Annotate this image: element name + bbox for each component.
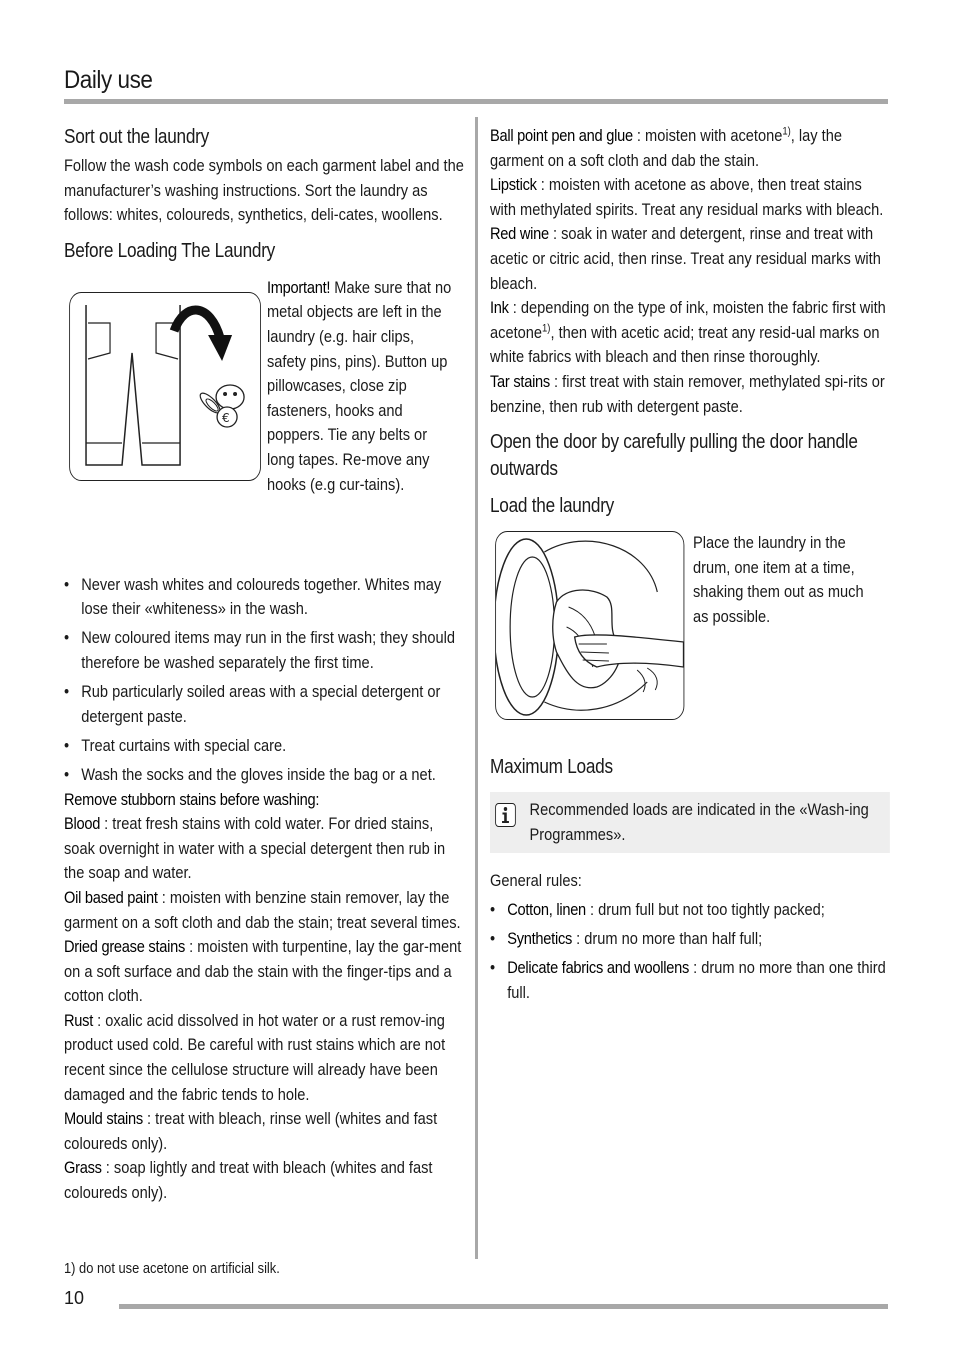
- stain-blood: Blood : treat fresh stains with cold water. For dried stains, soak overnight in water with a special detergent then rub in the soap and water.: [64, 814, 446, 883]
- load-heading: Load the laundry: [490, 495, 615, 518]
- stain-ink: Ink : depending on the type of ink, moisten the fabric first with acetone$^{1)}$, then with acetic acid; treat any resid-ual marks on white fabrics with bleach and then rinse thoroughly.: [490, 298, 886, 367]
- sort-text: Follow the wash code symbols on each garment label and the manufacturer’s washing instructions. Sort the laundry as follows: whites, coloureds, synthetics, deli-cates, woollens.: [64, 156, 464, 225]
- important-text-block: [267, 276, 456, 497]
- important-text: Make sure that no metal objects are left in the laundry (e.g. hair clips, safety pins, pins). Button up pillowcases, close zip fasteners, hooks and poppers. Tie any belts or long tapes. Re-move any hooks (e.g cur-tains).: [266, 277, 452, 494]
- stain-grease: Dried grease stains : moisten with turpentine, lay the gar-ment on a soft surface and dab the stain with the finger-tips and a cotton cloth.: [64, 937, 462, 1006]
- trousers-illustration: [69, 292, 261, 481]
- info-icon: [495, 803, 516, 827]
- important-label: Important!: [266, 277, 331, 297]
- stain-lipstick: Lipstick : moisten with acetone as above, then treat stains with methylated spirits. Treat any residual marks with bleach.: [490, 175, 884, 219]
- list-item: • Synthetics : drum no more than half full;: [490, 927, 890, 952]
- washing-drum-icon: [496, 532, 683, 719]
- column-divider: [475, 117, 478, 1259]
- load-section: [490, 531, 890, 731]
- list-item: • New coloured items may run in the first wash; they should therefore be washed separately the first time.: [64, 626, 464, 675]
- info-box: [490, 792, 890, 853]
- bottom-rule: [119, 1304, 888, 1309]
- list-item: • Rub particularly soiled areas with a special detergent or detergent paste.: [64, 680, 464, 729]
- stain-ballpoint: Ball point pen and glue : moisten with acetone$^{1)}$, lay the garment on a soft cloth and dab the stain.: [490, 125, 842, 170]
- title-rule: [64, 99, 888, 104]
- door-heading: Open the door by carefully pulling the door handle outwards: [490, 431, 858, 481]
- before-loading-heading: Before Loading The Laundry: [64, 239, 276, 262]
- load-text: Place the laundry in the drum, one item at a time, shaking them out as much as possible.: [692, 533, 864, 626]
- sort-heading: Sort out the laundry: [64, 126, 209, 148]
- max-loads-heading: Maximum Loads: [490, 756, 613, 779]
- left-column: [64, 124, 464, 1206]
- page-number: 10: [64, 1288, 85, 1308]
- sorting-bullet-list: [64, 573, 464, 788]
- page-title: Daily use: [64, 66, 153, 94]
- list-item: • Wash the socks and the gloves inside the bag or a net.: [64, 763, 464, 788]
- list-item: • Delicate fabrics and woollens : drum no more than one third full.: [490, 956, 890, 1005]
- stain-tar: Tar stains : first treat with stain remover, methylated spi-rits or benzine, then rub with detergent paste.: [490, 371, 885, 416]
- right-column: [490, 124, 890, 1010]
- load-rules-list: [490, 898, 890, 1005]
- stain-oil-paint: Oil based paint : moisten with benzine stain remover, lay the garment on a soft cloth and dab the stain; treat several times.: [64, 887, 461, 932]
- stain-red-wine: Red wine : soak in water and detergent, rinse and treat with acetic or citric acid, then rinse. Treat any residual marks with bleach.: [490, 224, 881, 293]
- drum-illustration: [495, 531, 684, 720]
- important-section: [64, 276, 464, 576]
- info-text: Recommended loads are indicated in the «Wash-ing Programmes».: [529, 800, 869, 844]
- stains-heading: Remove stubborn stains before washing:: [64, 789, 320, 809]
- footnote: 1) do not use acetone on artificial silk.: [64, 1260, 280, 1277]
- trousers-pocket-icon: [70, 293, 260, 480]
- list-item: • Treat curtains with special care.: [64, 734, 464, 759]
- svg-text:€: €: [222, 410, 230, 425]
- stain-grass: Grass : soap lightly and treat with bleach (whites and fast coloureds only).: [64, 1158, 433, 1203]
- list-item: • Cotton, linen : drum full but not too tightly packed;: [490, 898, 890, 923]
- stain-rust: Rust : oxalic acid dissolved in hot water or a rust remov-ing product used cold. Be careful with rust stains which are not recent since the cellulose structure will already have been damaged and the fabric tends to hole.: [64, 1010, 446, 1104]
- list-item: • Never wash whites and coloureds together. Whites may lose their «whiteness» in the wash.: [64, 573, 464, 622]
- general-rules-label: General rules:: [490, 871, 582, 891]
- stain-mould: Mould stains : treat with bleach, rinse well (whites and fast coloureds only).: [64, 1109, 438, 1153]
